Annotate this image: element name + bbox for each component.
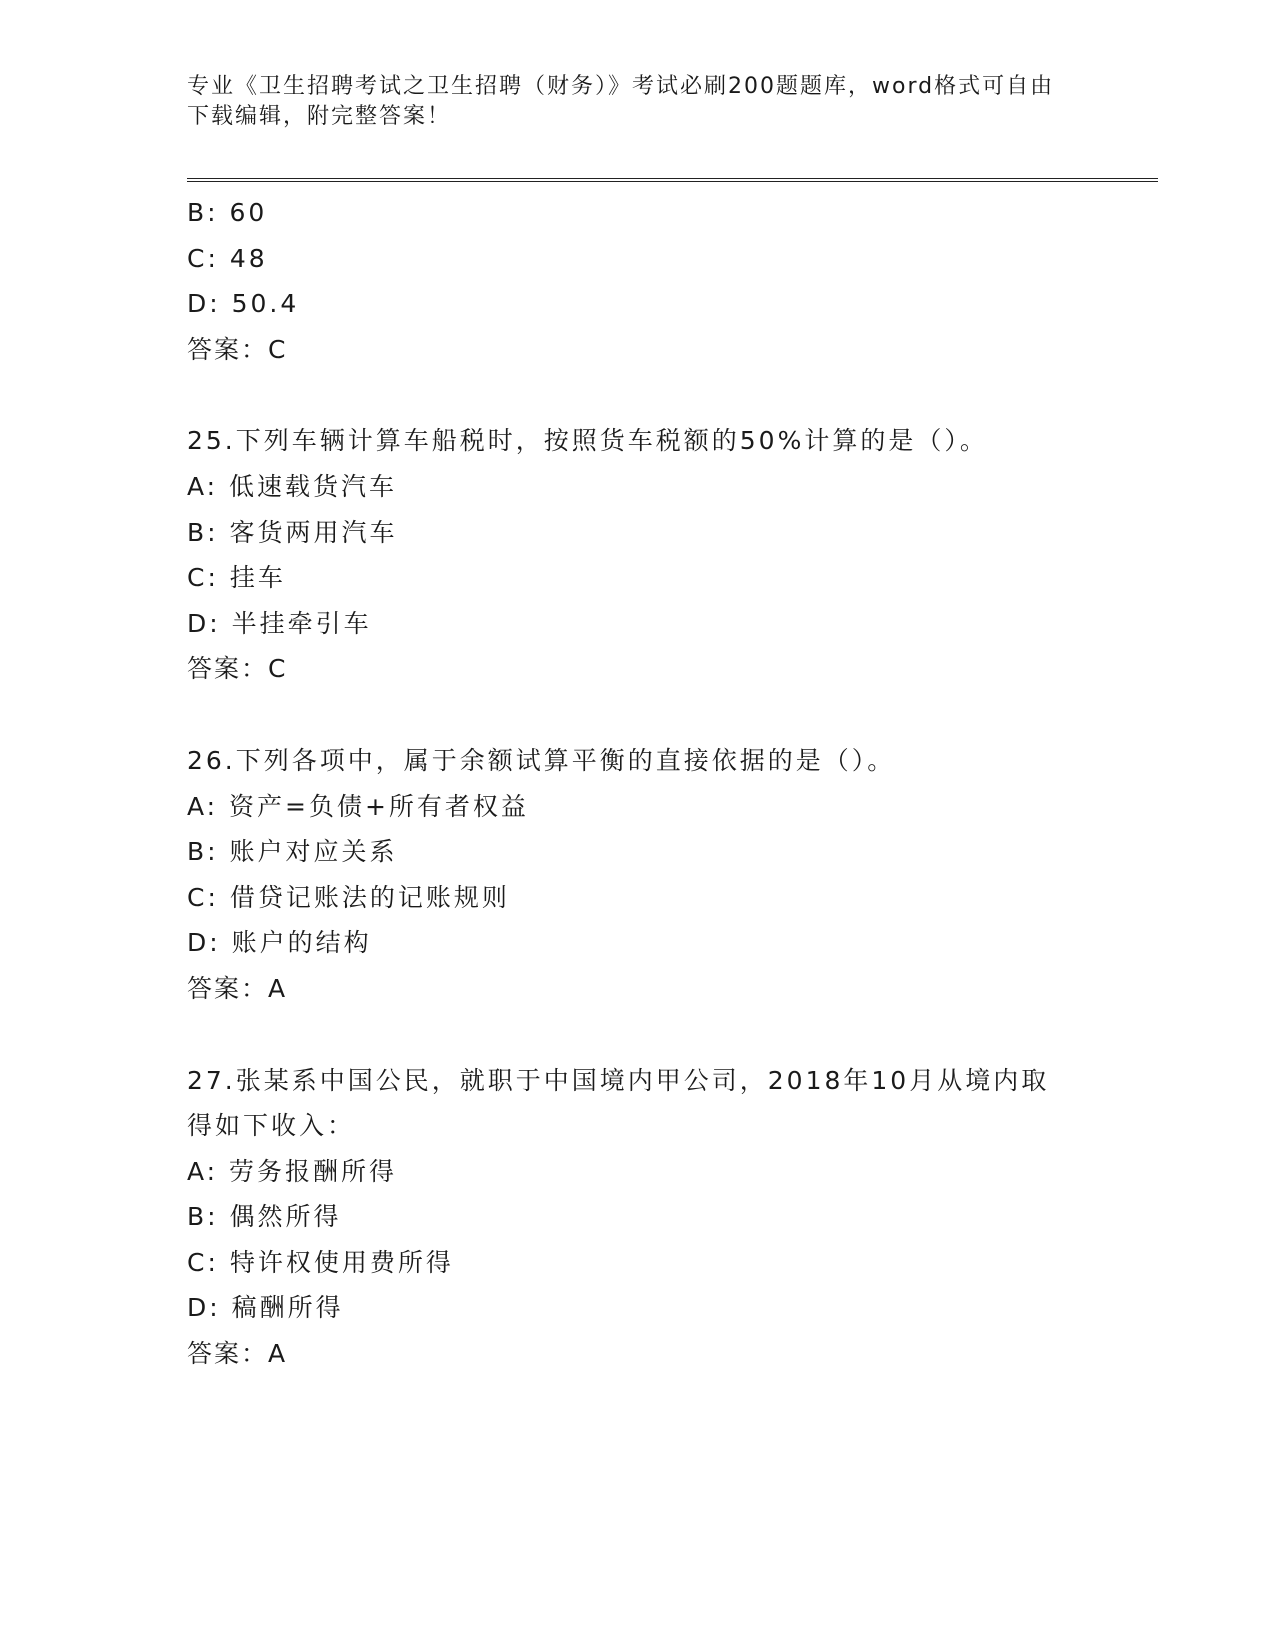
answer-line: 答案：A — [187, 973, 288, 1003]
option-a: A: 劳务报酬所得 — [187, 1156, 398, 1186]
option-d: D: 50.4 — [187, 289, 300, 319]
option-b: B: 60 — [187, 198, 268, 227]
option-a: A: 低速载货汽车 — [187, 471, 398, 501]
option-c: C: 特许权使用费所得 — [187, 1247, 454, 1277]
option-d: D: 账户的结构 — [187, 928, 372, 958]
option-c: C: 挂车 — [187, 563, 286, 593]
option-c: C: 48 — [187, 243, 268, 273]
option-d: D: 稿酬所得 — [187, 1293, 344, 1323]
question-24-continuation — [187, 190, 1087, 372]
question-list — [187, 190, 1087, 1377]
option-b: B: 客货两用汽车 — [187, 517, 398, 547]
option-b: B: 偶然所得 — [187, 1202, 342, 1232]
answer-line: 答案：C — [187, 334, 288, 364]
option-b: B: 账户对应关系 — [187, 837, 398, 867]
option-a: A: 资产=负债+所有者权益 — [187, 791, 529, 821]
question-25 — [187, 418, 1087, 692]
question-stem: 25.下列车辆计算车船税时，按照货车税额的50%计算的是（）。 — [187, 426, 988, 456]
question-27 — [187, 1058, 1087, 1377]
option-c: C: 借贷记账法的记账规则 — [187, 882, 510, 912]
header-divider — [187, 178, 1158, 182]
option-d: D: 半挂牵引车 — [187, 608, 372, 638]
document-header: 专业《卫生招聘考试之卫生招聘（财务）》考试必刷200题题库，word格式可自由下载编辑，附完整答案！ — [187, 74, 1055, 129]
answer-line: 答案：A — [187, 1339, 288, 1369]
question-stem: 27.张某系中国公民，就职于中国境内甲公司，2018年10月从境内取得如下收入： — [187, 1065, 1050, 1141]
question-stem: 26.下列各项中，属于余额试算平衡的直接依据的是（）。 — [187, 745, 896, 775]
question-26 — [187, 738, 1087, 1012]
answer-line: 答案：C — [187, 654, 288, 684]
